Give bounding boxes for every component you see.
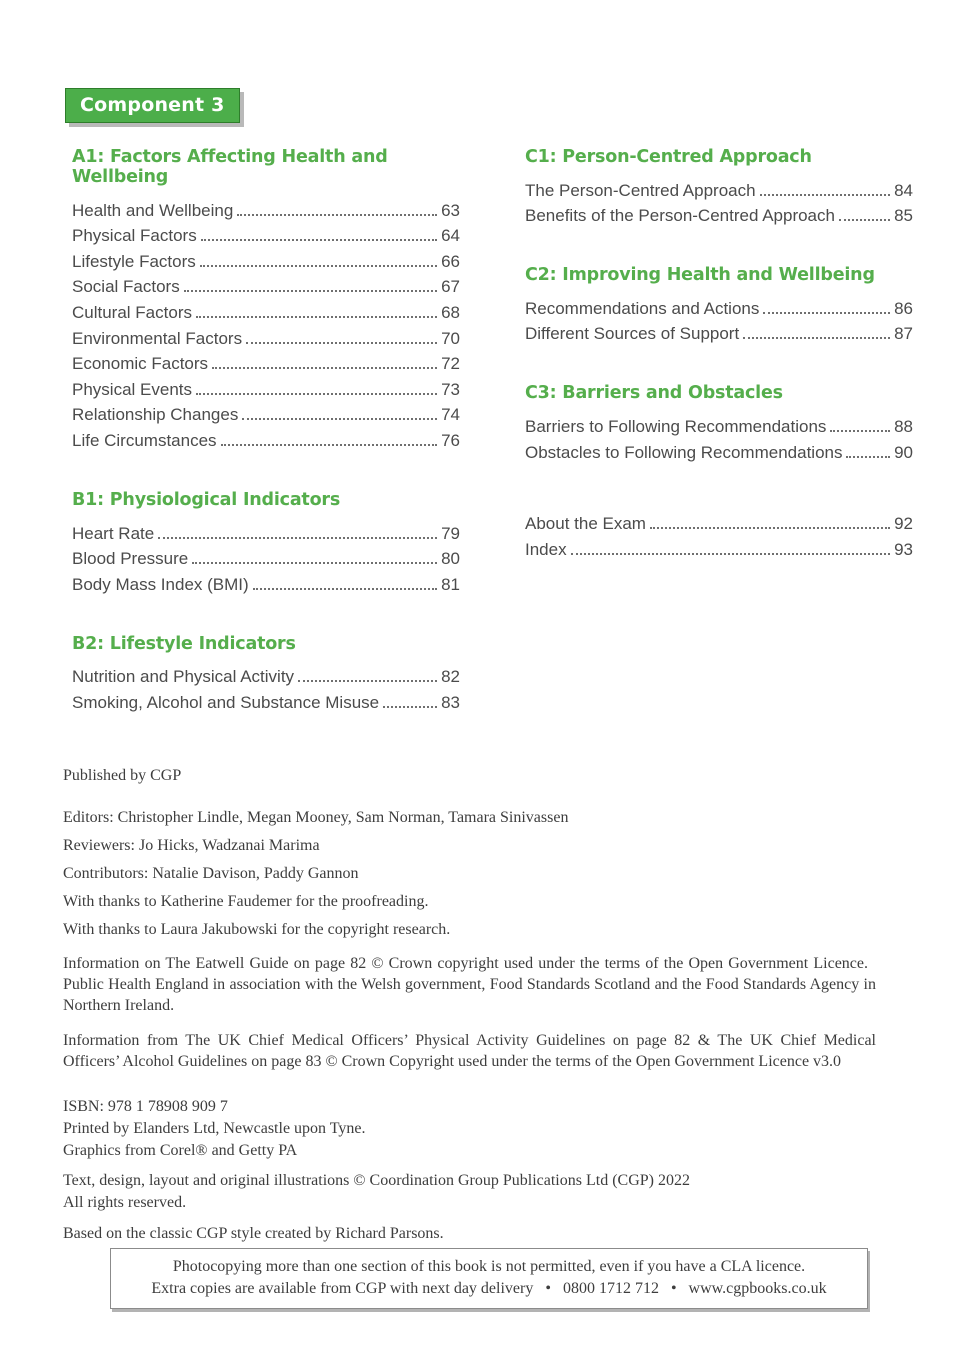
toc-entry-page-number: 68 (441, 302, 460, 322)
toc-leader-dots (383, 706, 437, 708)
toc-entry-row (72, 222, 460, 248)
toc-entry-title: Smoking, Alcohol and Substance Misuse (72, 692, 380, 712)
toc-leader-dots (571, 553, 890, 555)
toc-entry-page-number: 73 (441, 379, 460, 399)
toc-section (72, 490, 460, 596)
printer-line: Printed by Elanders Ltd, Newcastle upon Tyne. (63, 1120, 366, 1137)
component-badge: Component 3 (65, 88, 240, 123)
all-rights-reserved-line: All rights reserved. (63, 1194, 187, 1211)
toc-entry-page-number: 70 (441, 328, 460, 348)
toc-entry-page-number: 76 (441, 430, 460, 450)
toc-section-heading: B1: Physiological Indicators (72, 489, 341, 510)
toc-leader-dots (201, 239, 437, 241)
eatwell-copyright-paragraph: Information on The Eatwell Guide on page 82 © Crown copyright used under the terms of the Open Government Licence. Public Health England in association with the Welsh government, Food Standards Scotland and the Food Standards Agency in Northern Ireland. (63, 955, 876, 1014)
toc-leader-dots (246, 342, 437, 344)
toc-leader-dots (242, 418, 437, 420)
toc-entry-title: The Person-Centred Approach (525, 180, 756, 200)
toc-column-right (525, 147, 913, 714)
toc-leader-dots (830, 430, 890, 432)
toc-entry-page-number: 83 (441, 692, 460, 712)
toc-leader-dots (743, 337, 890, 339)
toc-section-heading: B2: Lifestyle Indicators (72, 633, 296, 654)
toc-entry-title: Benefits of the Person-Centred Approach (525, 206, 835, 226)
toc-entry-title: About the Exam (525, 514, 646, 534)
toc-section (525, 510, 913, 561)
toc-column-left (72, 147, 460, 714)
toc-entry-title: Lifestyle Factors (72, 251, 196, 271)
toc-entry-title: Obstacles to Following Recommendations (525, 442, 843, 462)
toc-entry-row (72, 426, 460, 452)
toc-leader-dots (196, 316, 437, 318)
toc-entry-page-number: 90 (894, 442, 913, 462)
toc-section-heading: C2: Improving Health and Wellbeing (525, 265, 875, 286)
toc-entry-page-number: 81 (441, 574, 460, 594)
toc-entry-page-number: 66 (441, 251, 460, 271)
toc-entry-row (72, 663, 460, 689)
toc-leader-dots (200, 265, 437, 267)
toc-entry-title: Physical Factors (72, 226, 197, 246)
toc-entry-title: Social Factors (72, 277, 180, 297)
toc-entry-title: Health and Wellbeing (72, 200, 234, 220)
toc-leader-dots (839, 219, 890, 221)
toc-entry-title: Index (525, 539, 567, 559)
toc-entry-page-number: 63 (441, 200, 460, 220)
toc-entry-row (525, 202, 913, 228)
published-by-line: Published by CGP (63, 767, 182, 784)
editors-line: Editors: Christopher Lindle, Megan Mooney, Sam Norman, Tamara Sinivassen (63, 809, 569, 826)
toc-entry-page-number: 79 (441, 523, 460, 543)
toc-entry-row (72, 570, 460, 596)
toc-entry-page-number: 84 (894, 180, 913, 200)
toc-entry-row (525, 535, 913, 561)
toc-entry-page-number: 80 (441, 549, 460, 569)
toc-entry-row (72, 298, 460, 324)
toc-entry-title: Economic Factors (72, 354, 209, 374)
toc-entry-page-number: 87 (894, 324, 913, 344)
toc-section-heading: C1: Person-Centred Approach (525, 147, 812, 167)
photocopying-line: Photocopying more than one section of this book is not permitted, even if you have a CLA licence. (172, 1258, 806, 1275)
toc-entry-row (72, 247, 460, 273)
based-on-line: Based on the classic CGP style created by Richard Parsons. (63, 1225, 444, 1242)
reviewers-line: Reviewers: Jo Hicks, Wadzanai Marima (63, 837, 320, 854)
toc-entry-row (525, 438, 913, 464)
toc-entry-title: Recommendations and Actions (525, 298, 760, 318)
toc-entry-page-number: 88 (894, 416, 913, 436)
toc-entry-title: Body Mass Index (BMI) (72, 574, 249, 594)
rights-block (63, 1170, 876, 1214)
toc-leader-dots (158, 537, 437, 539)
toc-section (525, 383, 913, 463)
extra-copies-line: Extra copies are available from CGP with next day delivery • 0800 1712 712 • www.cgpbooks.co.uk (151, 1280, 827, 1297)
toc-leader-dots (237, 214, 437, 216)
toc-entry-title: Different Sources of Support (525, 324, 740, 344)
toc-leader-dots (846, 456, 890, 458)
toc-entry-page-number: 64 (441, 226, 460, 246)
toc-entry-title: Relationship Changes (72, 405, 239, 425)
toc-section (72, 147, 460, 452)
toc-section-heading: C3: Barriers and Obstacles (525, 383, 783, 404)
copyright-line: Text, design, layout and original illustrations © Coordination Group Publications Ltd (CGP) 2022 (63, 1172, 690, 1189)
toc-entry-row (525, 320, 913, 346)
toc-leader-dots (253, 588, 437, 590)
toc-entry-title: Life Circumstances (72, 430, 217, 450)
toc-entry-page-number: 93 (894, 539, 913, 559)
toc-leader-dots (192, 562, 437, 564)
isbn-block (63, 1096, 876, 1162)
toc-section (72, 634, 460, 714)
colophon (63, 766, 876, 1252)
toc-entry-page-number: 74 (441, 405, 460, 425)
toc-entry-row (525, 412, 913, 438)
toc-entry-page-number: 92 (894, 514, 913, 534)
toc-entry-row (72, 324, 460, 350)
toc-entry-row (525, 510, 913, 536)
toc-leader-dots (298, 680, 437, 682)
toc-entry-title: Blood Pressure (72, 549, 189, 569)
toc-entry-title: Barriers to Following Recommendations (525, 416, 827, 436)
toc-entry-row (72, 273, 460, 299)
toc-leader-dots (763, 312, 890, 314)
toc-leader-dots (650, 527, 890, 529)
toc-entry-title: Cultural Factors (72, 302, 192, 322)
toc-entry-page-number: 85 (894, 206, 913, 226)
toc-entry-page-number: 82 (441, 667, 460, 687)
photocopying-notice-box (110, 1248, 868, 1309)
toc-entry-row (72, 401, 460, 427)
toc-entry-row (72, 545, 460, 571)
toc-leader-dots (221, 444, 438, 446)
toc-entry-row (72, 375, 460, 401)
toc-entry-page-number: 72 (441, 354, 460, 374)
toc-leader-dots (760, 194, 890, 196)
toc-entry-page-number: 86 (894, 298, 913, 318)
toc-entry-row (72, 196, 460, 222)
thanks-copyright-line: With thanks to Laura Jakubowski for the copyright research. (63, 921, 451, 938)
toc-section (525, 265, 913, 345)
toc-entry-title: Environmental Factors (72, 328, 243, 348)
toc-entry-row (72, 519, 460, 545)
cmo-guidelines-paragraph: Information from The UK Chief Medical Officers’ Physical Activity Guidelines on page 82 & The UK Chief Medical Officers’ Alcohol Guidelines on page 83 © Crown Copyright used under the terms of the Open Government Licence v3.0 (63, 1032, 876, 1070)
toc-entry-row (72, 688, 460, 714)
toc-entry-row (525, 294, 913, 320)
toc-entry-row (72, 350, 460, 376)
toc-entry-row (525, 176, 913, 202)
toc-columns (72, 147, 913, 714)
toc-section-heading: A1: Factors Affecting Health and Wellbeing (72, 147, 388, 187)
graphics-line: Graphics from Corel® and Getty PA (63, 1142, 298, 1159)
toc-entry-page-number: 67 (441, 277, 460, 297)
isbn-line: ISBN: 978 1 78908 909 7 (63, 1098, 228, 1115)
thanks-proofreading-line: With thanks to Katherine Faudemer for the proofreading. (63, 893, 429, 910)
contributors-line: Contributors: Natalie Davison, Paddy Gannon (63, 865, 359, 882)
toc-entry-title: Heart Rate (72, 523, 155, 543)
toc-entry-title: Physical Events (72, 379, 192, 399)
toc-entry-title: Nutrition and Physical Activity (72, 667, 295, 687)
toc-leader-dots (196, 393, 437, 395)
toc-section (525, 147, 913, 227)
toc-leader-dots (212, 367, 437, 369)
toc-leader-dots (184, 290, 437, 292)
